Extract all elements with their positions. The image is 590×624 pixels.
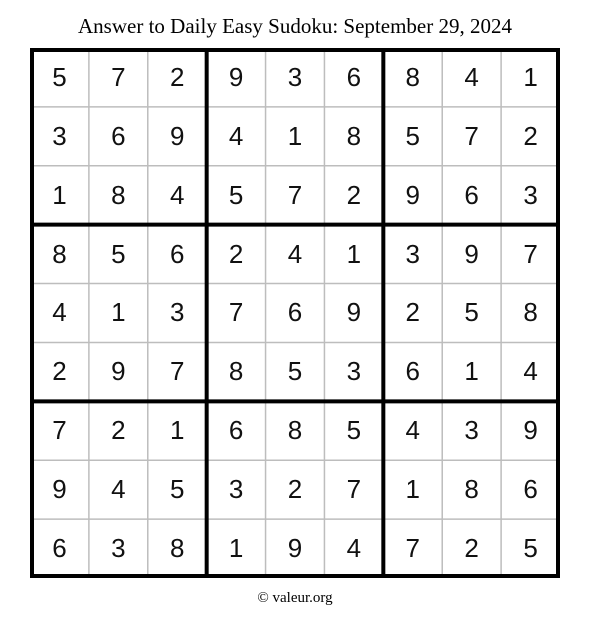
sudoku-cell-r6c3: 7 — [169, 356, 185, 387]
sudoku-cell-r7c9: 9 — [523, 415, 538, 446]
sudoku-cell-r3c6: 2 — [346, 179, 362, 210]
sudoku-cell-r5c1: 4 — [52, 297, 67, 328]
sudoku-cell-r1c9: 1 — [523, 61, 538, 92]
sudoku-cell-r8c8: 8 — [464, 474, 479, 505]
sudoku-cell-r7c3: 1 — [169, 415, 185, 446]
sudoku-cell-r1c7: 8 — [405, 61, 420, 92]
sudoku-cell-r8c1: 9 — [52, 474, 67, 505]
sudoku-cell-r8c3: 5 — [169, 474, 185, 505]
sudoku-cell-r1c4: 9 — [228, 61, 244, 92]
sudoku-grid — [30, 48, 560, 578]
sudoku-cell-r3c5: 7 — [287, 179, 303, 210]
sudoku-cell-r6c4: 8 — [228, 356, 244, 387]
sudoku-cell-r9c4: 1 — [228, 533, 244, 564]
sudoku-cell-r2c9: 2 — [523, 120, 538, 151]
sudoku-cell-r2c6: 8 — [346, 120, 362, 151]
sudoku-cell-r8c4: 3 — [228, 474, 244, 505]
sudoku-cell-r6c2: 9 — [111, 356, 126, 387]
sudoku-cell-r4c1: 8 — [52, 238, 67, 269]
sudoku-cell-r3c3: 4 — [169, 179, 185, 210]
sudoku-cell-r4c6: 1 — [346, 238, 362, 269]
sudoku-cell-r1c6: 6 — [346, 61, 362, 92]
sudoku-cell-r3c9: 3 — [523, 179, 538, 210]
sudoku-cell-r4c4: 2 — [228, 238, 244, 269]
sudoku-cell-r6c7: 6 — [405, 356, 420, 387]
sudoku-cell-r1c1: 5 — [52, 61, 67, 92]
sudoku-cell-r8c2: 4 — [111, 474, 126, 505]
sudoku-cell-r2c7: 5 — [405, 120, 420, 151]
sudoku-cell-r2c8: 7 — [464, 120, 479, 151]
sudoku-cell-r2c2: 6 — [111, 120, 126, 151]
sudoku-cell-r9c9: 5 — [523, 533, 538, 564]
copyright-footer: © valeur.org — [257, 590, 333, 606]
sudoku-cell-r7c1: 7 — [52, 415, 67, 446]
sudoku-cell-r2c1: 3 — [52, 120, 67, 151]
sudoku-cell-r5c8: 5 — [464, 297, 479, 328]
puzzle-title: Answer to Daily Easy Sudoku: September 29, 2024 — [78, 14, 512, 38]
sudoku-cell-r6c6: 3 — [346, 356, 362, 387]
sudoku-cell-r3c8: 6 — [464, 179, 479, 210]
sudoku-cell-r4c2: 5 — [111, 238, 126, 269]
sudoku-cell-r6c1: 2 — [52, 356, 67, 387]
sudoku-cell-r3c2: 8 — [111, 179, 126, 210]
sudoku-cell-r2c3: 9 — [169, 120, 185, 151]
sudoku-cell-r6c8: 1 — [464, 356, 479, 387]
sudoku-cell-r8c9: 6 — [523, 474, 538, 505]
sudoku-cell-r9c6: 4 — [346, 533, 362, 564]
sudoku-cell-r3c1: 1 — [52, 179, 67, 210]
sudoku-cell-r5c6: 9 — [346, 297, 362, 328]
sudoku-cell-r8c7: 1 — [405, 474, 420, 505]
sudoku-cell-r7c6: 5 — [346, 415, 362, 446]
sudoku-cell-r7c5: 8 — [287, 415, 303, 446]
sudoku-cell-r6c9: 4 — [523, 356, 538, 387]
sudoku-cell-r8c6: 7 — [346, 474, 362, 505]
sudoku-cell-r4c8: 9 — [464, 238, 479, 269]
sudoku-cell-r9c3: 8 — [169, 533, 185, 564]
sudoku-cell-r9c1: 6 — [52, 533, 67, 564]
sudoku-cell-r5c3: 3 — [169, 297, 185, 328]
sudoku-cell-r9c5: 9 — [287, 533, 303, 564]
sudoku-cell-r4c3: 6 — [169, 238, 185, 269]
sudoku-cell-r5c5: 6 — [287, 297, 303, 328]
sudoku-cell-r9c8: 2 — [464, 533, 479, 564]
sudoku-cell-r8c5: 2 — [287, 474, 303, 505]
sudoku-cell-r1c3: 2 — [169, 61, 185, 92]
sudoku-board — [30, 48, 560, 578]
sudoku-cell-r2c4: 4 — [228, 120, 244, 151]
sudoku-cell-r5c9: 8 — [523, 297, 538, 328]
sudoku-cell-r5c4: 7 — [228, 297, 244, 328]
sudoku-cell-r9c7: 7 — [405, 533, 420, 564]
sudoku-cell-r4c9: 7 — [523, 238, 538, 269]
sudoku-cell-r1c2: 7 — [111, 61, 126, 92]
sudoku-cell-r1c8: 4 — [464, 61, 479, 92]
sudoku-cell-r2c5: 1 — [287, 120, 303, 151]
sudoku-cell-r4c7: 3 — [405, 238, 420, 269]
sudoku-cell-r7c2: 2 — [111, 415, 126, 446]
sudoku-cell-r5c7: 2 — [405, 297, 420, 328]
sudoku-cell-r7c4: 6 — [228, 415, 244, 446]
sudoku-cell-r5c2: 1 — [111, 297, 126, 328]
sudoku-cell-r7c8: 3 — [464, 415, 479, 446]
sudoku-cell-r7c7: 4 — [405, 415, 420, 446]
sudoku-cell-r1c5: 3 — [287, 61, 303, 92]
sudoku-cell-r6c5: 5 — [287, 356, 303, 387]
sudoku-cell-r3c4: 5 — [228, 179, 244, 210]
sudoku-cell-r9c2: 3 — [111, 533, 126, 564]
sudoku-cell-r4c5: 4 — [287, 238, 303, 269]
sudoku-cell-r3c7: 9 — [405, 179, 420, 210]
